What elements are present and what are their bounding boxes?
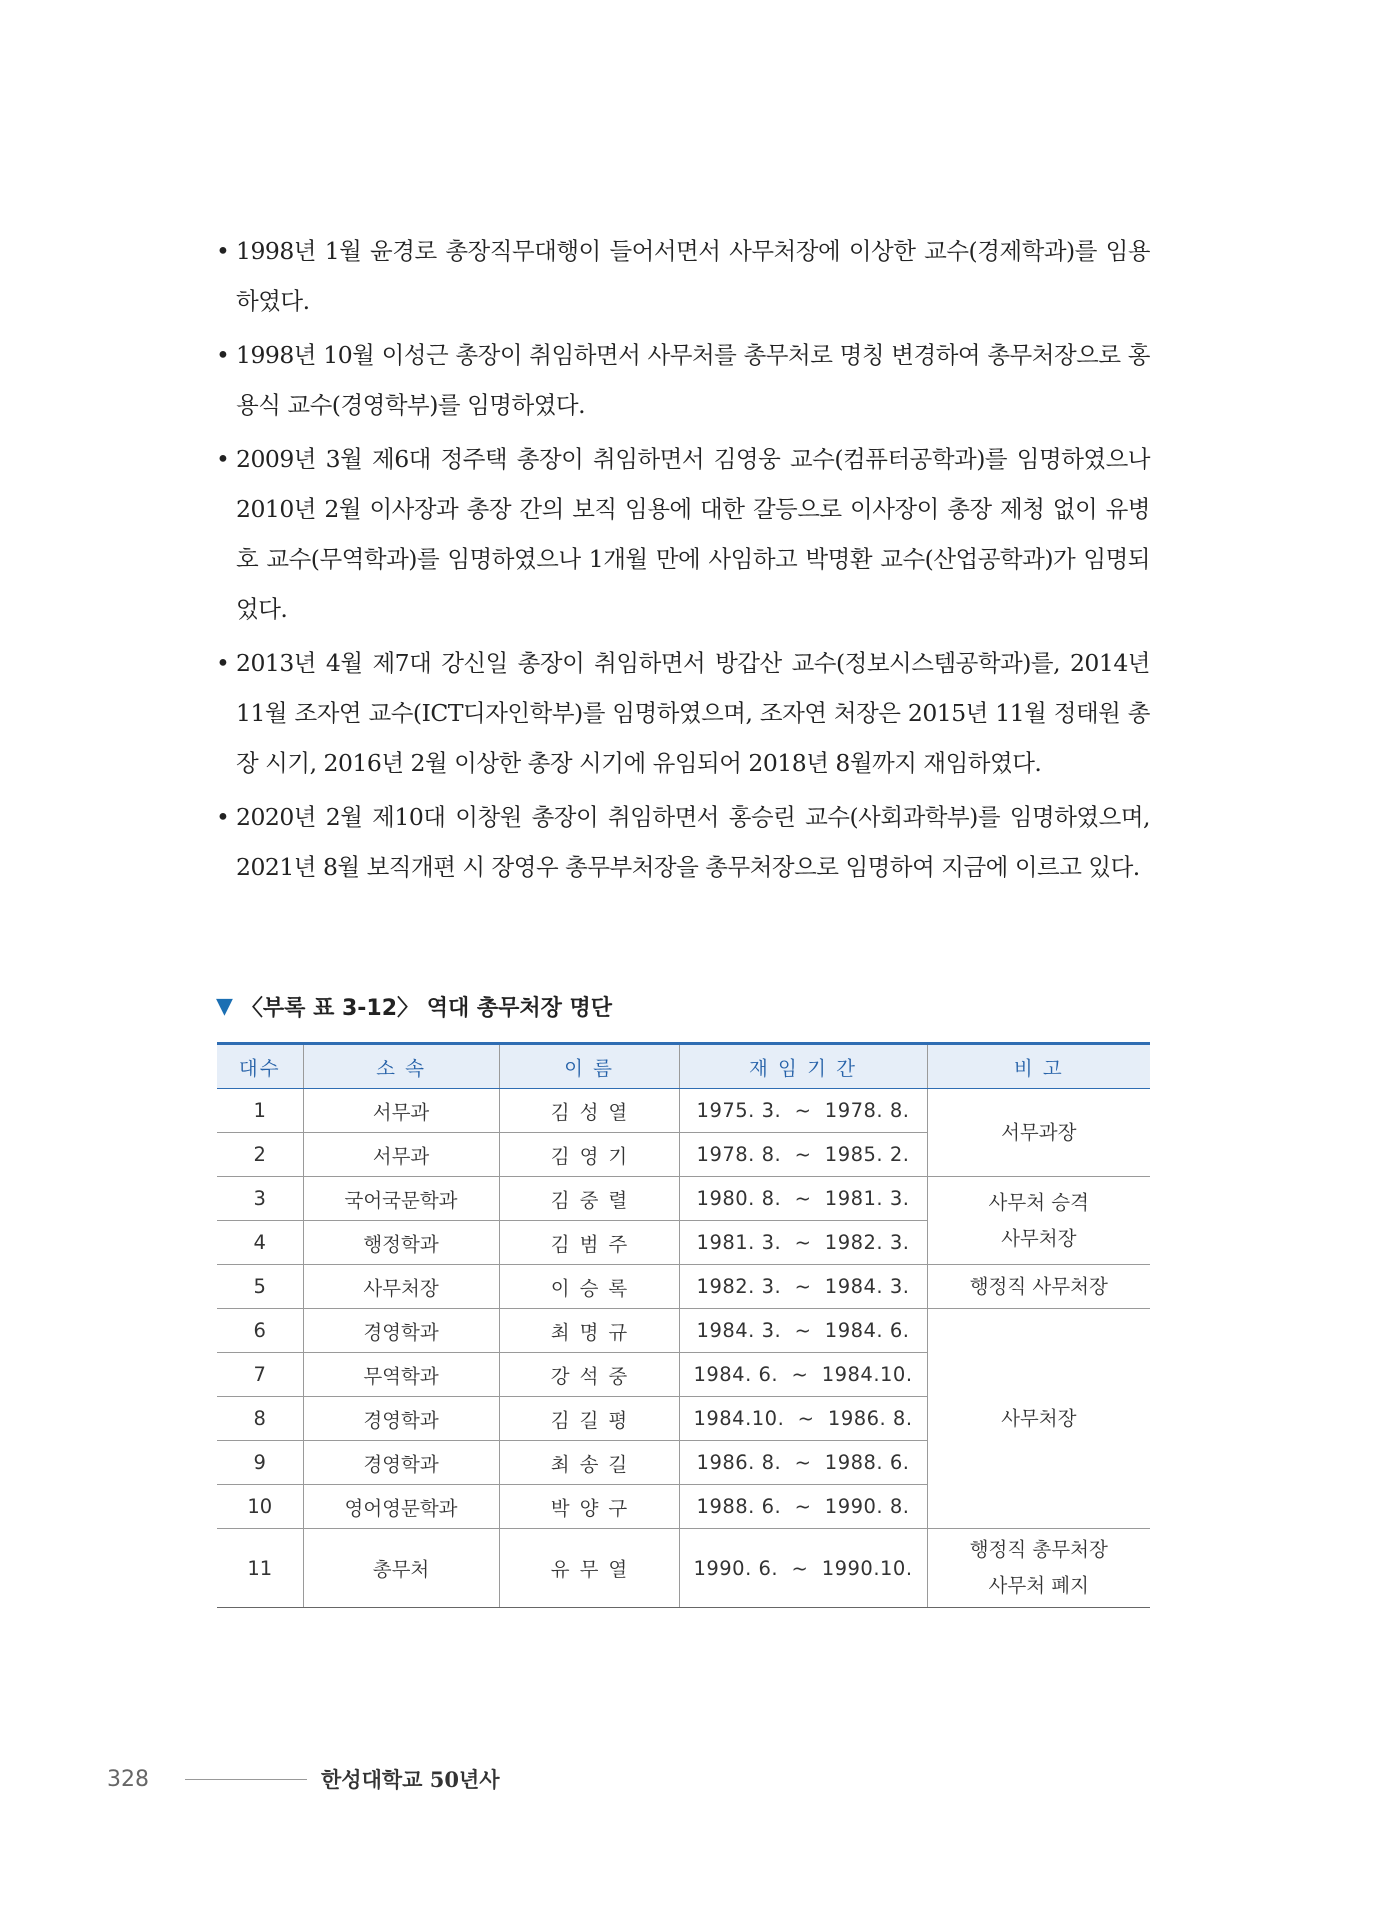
row-name: 박양구 [499, 1485, 679, 1529]
bullet-item [216, 226, 1150, 326]
bullet-item [216, 792, 1150, 892]
row-name: 최송길 [499, 1441, 679, 1485]
row-period: 1980. 8. ~ 1981. 3. [679, 1177, 927, 1221]
roster-table [217, 1042, 1150, 1608]
row-dept: 무역학과 [303, 1353, 499, 1397]
row-dept: 국어국문학과 [303, 1177, 499, 1221]
row-number: 6 [217, 1309, 303, 1353]
bullet-text: 2009년 3월 제6대 정주택 총장이 취임하면서 김영웅 교수(컴퓨터공학과)를 임명하였으나 2010년 2월 이사장과 총장 간의 보직 임용에 대한 갈등으로 이사장이 총장 제청 없이 유병호 교수(무역학과)를 임명하였으나 1개월 만에 사임하고 박명환 교수(산업공학과)가 임명되었다. [236, 445, 1150, 623]
row-number: 3 [217, 1177, 303, 1221]
body-text [216, 226, 1150, 896]
bullet-text: 1998년 10월 이성근 총장이 취임하면서 사무처를 총무처로 명칭 변경하여 총무처장으로 홍용식 교수(경영학부)를 임명하였다. [236, 341, 1150, 419]
row-period: 1986. 8. ~ 1988. 6. [679, 1441, 927, 1485]
table-caption-text: 〈부록 표 3-12〉 역대 총무처장 명단 [240, 996, 613, 1021]
footer-divider [185, 1779, 307, 1780]
row-number: 10 [217, 1485, 303, 1529]
row-name: 김길평 [499, 1397, 679, 1441]
row-period: 1984. 6. ~ 1984.10. [679, 1353, 927, 1397]
column-header: 이 름 [499, 1044, 679, 1089]
table-header-row [217, 1044, 1150, 1089]
bullet-text: 2020년 2월 제10대 이창원 총장이 취임하면서 홍승린 교수(사회과학부)를 임명하였으며, 2021년 8월 보직개편 시 장영우 총무부처장을 총무처장으로 임명하여 지금에 이르고 있다. [236, 803, 1150, 881]
row-dept: 경영학과 [303, 1309, 499, 1353]
row-period: 1981. 3. ~ 1982. 3. [679, 1221, 927, 1265]
column-header: 대수 [217, 1044, 303, 1089]
row-dept: 영어영문학과 [303, 1485, 499, 1529]
row-dept: 행정학과 [303, 1221, 499, 1265]
row-dept: 경영학과 [303, 1397, 499, 1441]
column-header: 소 속 [303, 1044, 499, 1089]
row-number: 1 [217, 1089, 303, 1133]
row-name: 유무열 [499, 1529, 679, 1608]
bullet-list [216, 226, 1150, 892]
book-title: 한성대학교 50년사 [321, 1767, 500, 1792]
row-number: 5 [217, 1265, 303, 1309]
bullet-marker: • [216, 445, 230, 473]
row-dept: 서무과 [303, 1089, 499, 1133]
row-note: 행정직 사무처장 [927, 1265, 1150, 1309]
page-number: 328 [107, 1766, 149, 1792]
row-number: 2 [217, 1133, 303, 1177]
row-dept: 경영학과 [303, 1441, 499, 1485]
note-line: 사무처 승격 [988, 1190, 1089, 1214]
row-dept: 서무과 [303, 1133, 499, 1177]
triangle-down-icon: ▼ [216, 993, 233, 1019]
bullet-text: 2013년 4월 제7대 강신일 총장이 취임하면서 방갑산 교수(정보시스템공학과)를, 2014년 11월 조자연 교수(ICT디자인학부)를 임명하였으며, 조자연 처장은 2015년 11월 정태원 총장 시기, 2016년 2월 이상한 총장 시기에 유임되어 2018년 8월까지 재임하였다. [236, 649, 1150, 777]
column-header: 비 고 [927, 1044, 1150, 1089]
row-period: 1975. 3. ~ 1978. 8. [679, 1089, 927, 1133]
row-number: 9 [217, 1441, 303, 1485]
row-note [927, 1529, 1150, 1608]
row-number: 11 [217, 1529, 303, 1608]
row-dept: 사무처장 [303, 1265, 499, 1309]
bullet-marker: • [216, 803, 230, 831]
row-number: 8 [217, 1397, 303, 1441]
row-note: 사무처장 [927, 1309, 1150, 1529]
row-name: 김범주 [499, 1221, 679, 1265]
row-period: 1984. 3. ~ 1984. 6. [679, 1309, 927, 1353]
bullet-marker: • [216, 649, 230, 677]
row-note [927, 1177, 1150, 1265]
row-number: 7 [217, 1353, 303, 1397]
table-row [217, 1529, 1150, 1608]
bullet-marker: • [216, 341, 230, 369]
row-number: 4 [217, 1221, 303, 1265]
row-name: 김성열 [499, 1089, 679, 1133]
row-name: 김중렬 [499, 1177, 679, 1221]
row-note: 서무과장 [927, 1089, 1150, 1177]
row-period: 1990. 6. ~ 1990.10. [679, 1529, 927, 1608]
bullet-item [216, 434, 1150, 634]
note-line: 사무처장 [1001, 1226, 1077, 1250]
table-row [217, 1265, 1150, 1309]
row-period: 1982. 3. ~ 1984. 3. [679, 1265, 927, 1309]
bullet-item [216, 330, 1150, 430]
row-period: 1988. 6. ~ 1990. 8. [679, 1485, 927, 1529]
row-period: 1984.10. ~ 1986. 8. [679, 1397, 927, 1441]
bullet-item [216, 638, 1150, 788]
row-name: 이승록 [499, 1265, 679, 1309]
table-row [217, 1309, 1150, 1353]
table-row [217, 1177, 1150, 1221]
row-name: 김영기 [499, 1133, 679, 1177]
column-header: 재 임 기 간 [679, 1044, 927, 1089]
note-line: 사무처 폐지 [988, 1574, 1089, 1597]
row-period: 1978. 8. ~ 1985. 2. [679, 1133, 927, 1177]
table-caption [216, 991, 612, 1022]
row-dept: 총무처 [303, 1529, 499, 1608]
row-name: 강석중 [499, 1353, 679, 1397]
bullet-text: 1998년 1월 윤경로 총장직무대행이 들어서면서 사무처장에 이상한 교수(경제학과)를 임용하였다. [236, 237, 1150, 315]
row-name: 최명규 [499, 1309, 679, 1353]
note-line: 행정직 총무처장 [969, 1538, 1108, 1561]
bullet-marker: • [216, 237, 230, 265]
page-footer [107, 1764, 500, 1794]
table-row [217, 1089, 1150, 1133]
